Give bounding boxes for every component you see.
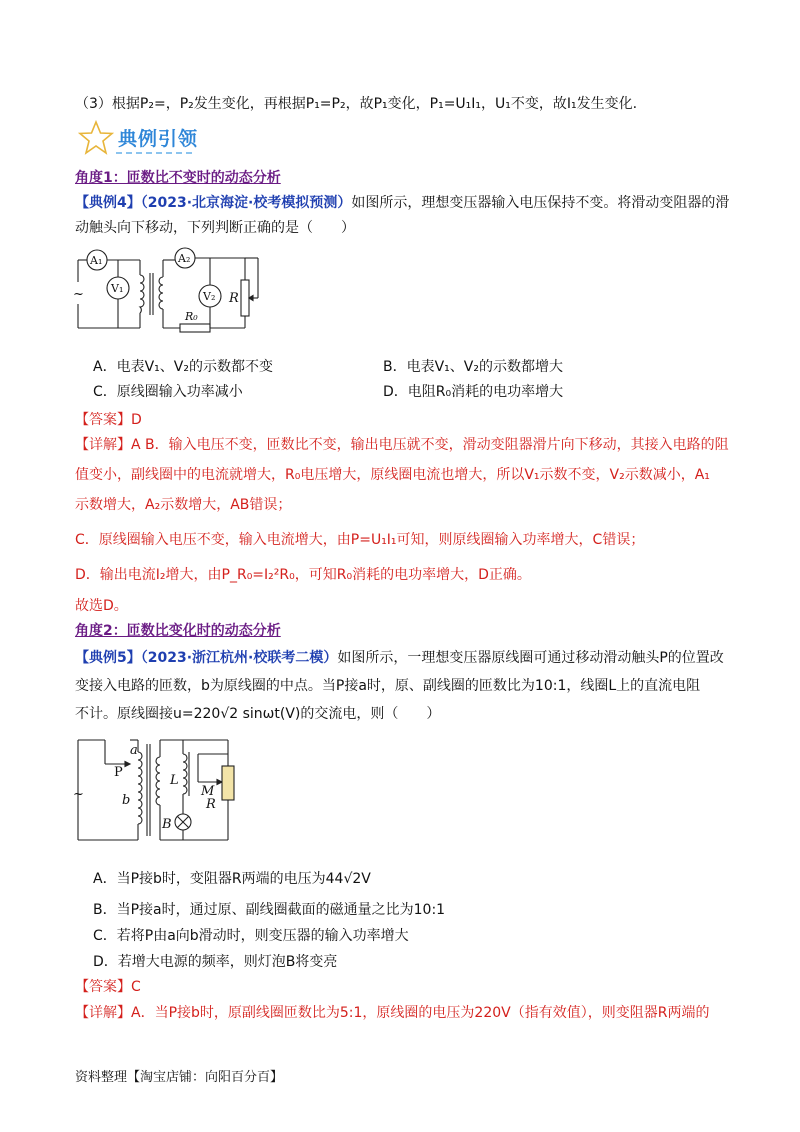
ex5-option-c: C．若将P由a向b滑动时，则变压器的输入功率增大 xyxy=(93,928,409,944)
page-footer: 资料整理【淘宝店铺：向阳百分百】 xyxy=(75,1070,284,1085)
slider-m-label: M xyxy=(201,784,215,799)
ex4-detail-line5: D．输出电流I₂增大，由P_R₀=I₂²R₀，可知R₀消耗的电功率增大，D正确。 xyxy=(75,567,531,583)
resistor-r0-label: R₀ xyxy=(185,310,198,323)
ex5-circuit-diagram xyxy=(70,732,250,852)
ex5-tag: 【典例5】（2023·浙江杭州·校联考二模） xyxy=(75,650,338,666)
bulb-b-label: B xyxy=(162,817,172,832)
ex5-question-line1 xyxy=(75,648,724,668)
ex5-option-d: D．若增大电源的频率，则灯泡B将变亮 xyxy=(93,954,338,970)
ex4-detail-line4: C．原线圈输入电压不变，输入电流增大，由P=U₁I₁可知，则原线圈输入功率增大，C错误； xyxy=(75,532,645,548)
ex4-circuit-diagram xyxy=(70,240,300,350)
ex5-question-line3: 不计。原线圈接u=220√2 sinωt(V)的交流电，则（ ） xyxy=(75,706,441,722)
ex4-detail-line6: 故选D。 xyxy=(75,598,128,614)
ex5-answer: 【答案】C xyxy=(75,979,141,995)
angle2-title: 角度2：匝数比变化时的动态分析 xyxy=(75,623,281,639)
ex4-option-c: C．原线圈输入功率减小 xyxy=(93,384,243,400)
ex4-option-b: B．电表V₁、V₂的示数都增大 xyxy=(383,359,563,375)
ex4-option-a: A．电表V₁、V₂的示数都不变 xyxy=(93,359,273,375)
header-divider xyxy=(116,152,192,154)
voltmeter-v2-label: V₂ xyxy=(203,290,216,303)
ex4-detail-line2: 值变小，副线圈中的电流就增大，R₀电压增大，原线圈电流也增大，所以V₁示数不变，V₂示数减小，A₁ xyxy=(75,467,710,483)
ex4-detail-line3: 示数增大，A₂示数增大，AB错误； xyxy=(75,497,292,513)
star-icon xyxy=(78,120,114,156)
tap-b-label: b xyxy=(122,793,131,808)
ex4-option-d: D．电阻R₀消耗的电功率增大 xyxy=(383,384,564,400)
ex5-option-a: A．当P接b时，变阻器R两端的电压为44√2V xyxy=(93,871,371,887)
ex4-tag: 【典例4】（2023·北京海淀·校考模拟预测） xyxy=(75,195,352,211)
ex5-q1: 如图所示，一理想变压器原线圈可通过移动滑动触头P的位置改 xyxy=(337,650,724,666)
ac-source-symbol: ~ xyxy=(73,287,84,302)
ammeter-a1-label: A₁ xyxy=(90,254,103,267)
ex4-question-line2: 动触头向下移动，下列判断正确的是（ ） xyxy=(75,220,355,236)
resistor-r-label: R xyxy=(229,291,239,306)
ammeter-a2-label: A₂ xyxy=(178,252,191,265)
intro-line: （3）根据P₂=，P₂发生变化，再根据P₁=P₂，故P₁变化，P₁=U₁I₁，U₁不变，故I₁发生变化. xyxy=(75,96,638,112)
section-header: 典例引领 xyxy=(118,128,199,150)
ex4-question-line1 xyxy=(75,193,729,213)
ex5-question-line2: 变接入电路的匝数，b为原线圈的中点。当P接a时，原、副线圈的匝数比为10:1，线圈L上的直流电阻 xyxy=(75,678,701,694)
ex5-option-b: B．当P接a时，通过原、副线圈截面的磁通量之比为10:1 xyxy=(93,902,446,918)
inductor-l-label: L xyxy=(170,773,179,788)
slider-p-label: P xyxy=(114,765,123,780)
voltmeter-v1-label: V₁ xyxy=(111,282,124,295)
ex4-q1: 如图所示，理想变压器输入电压保持不变。将滑动变阻器的滑 xyxy=(351,195,730,211)
ex4-detail-line1: 【详解】A B．输入电压不变，匝数比不变，输出电压就不变，滑动变阻器滑片向下移动，其接入电路的阻 xyxy=(75,437,729,453)
angle1-title: 角度1：匝数比不变时的动态分析 xyxy=(75,170,281,186)
resistor-r-label-2: R xyxy=(206,797,216,812)
ex4-answer: 【答案】D xyxy=(75,412,142,428)
tap-a-label: a xyxy=(130,743,138,758)
ac-source-symbol-2: ~ xyxy=(73,787,84,802)
ex5-detail-line1: 【详解】A．当P接b时，原副线圈匝数比为5:1，原线圈的电压为220V（指有效值），则变阻器R两端的 xyxy=(75,1005,710,1021)
